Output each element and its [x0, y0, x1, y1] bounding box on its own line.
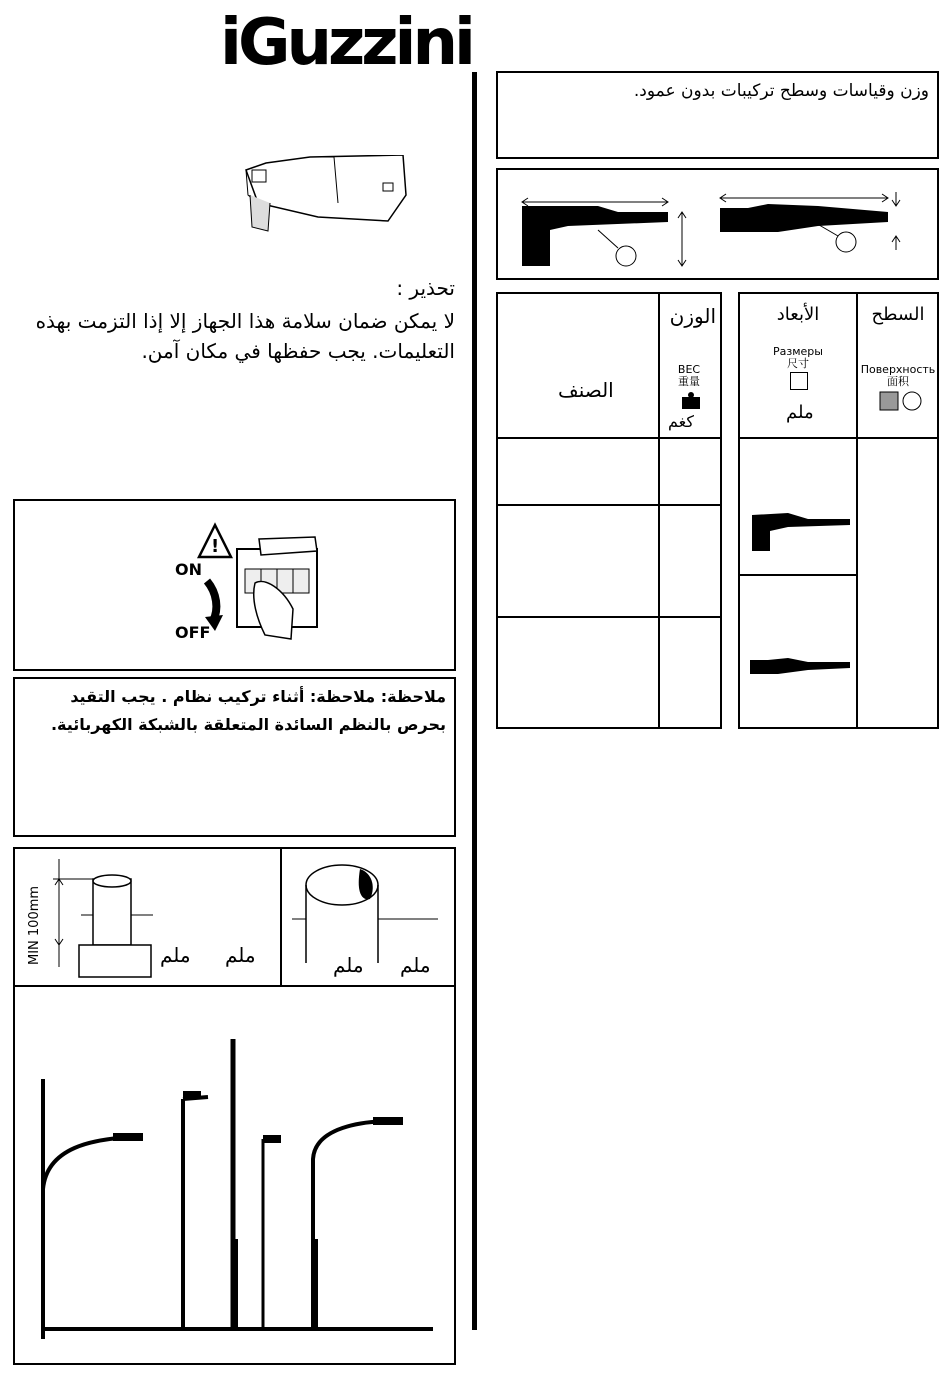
divider [280, 849, 282, 987]
mm-label: ملم [225, 943, 256, 967]
weight-unit: كغم [668, 412, 694, 431]
note-panel [13, 677, 456, 837]
luminaire-illustration [238, 155, 408, 240]
min-length-label: MIN 100mm [27, 885, 42, 965]
weight-icon [680, 390, 702, 410]
column-divider [472, 72, 477, 1330]
spigot-illustration [51, 857, 171, 982]
right-header-box [496, 71, 939, 159]
divider [498, 437, 720, 439]
divider [856, 294, 858, 727]
col-surface-header: السطح [871, 304, 925, 325]
note-text [26, 683, 446, 739]
on-label: ON [175, 560, 202, 579]
spec-table-left [496, 292, 722, 729]
col-type-header: الصنف [558, 378, 614, 402]
surface-icon [878, 390, 928, 412]
warning-line-2: التعليمات. يجب حفظها في مكان آمن. [141, 339, 455, 363]
warning-title: تحذير : [396, 276, 455, 300]
spec-table-right [738, 292, 939, 729]
mm-label: ملم [400, 953, 431, 977]
right-header-text: وزن وقياسات وسطح تركيبات بدون عمود. [633, 81, 929, 101]
note-line-2: بحرص بالنظم السائدة المتعلقة بالشبكة الكهربائية. [50, 715, 446, 734]
col-dims-header: الأبعاد [776, 304, 820, 325]
note-line-1: ملاحظة: ملاحظة: أثناء تركيب نظام . يجب التقيد [70, 687, 446, 706]
weight-icon-label: BEC 重量 [677, 363, 701, 388]
col-weight-header: الوزن [669, 304, 716, 328]
dims-icon-label: Размеры 尺寸 [773, 345, 823, 370]
off-label: OFF [175, 623, 211, 642]
iguzzini-logo: iGuzzini [220, 6, 472, 80]
mm-label: ملم [160, 943, 191, 967]
divider [658, 294, 660, 727]
warning-line-1: لا يمكن ضمان سلامة هذا الجهاز إلا إذا التزمت بهذه [35, 309, 455, 333]
svg-text:!: ! [211, 536, 220, 557]
dimension-diagram [498, 170, 937, 278]
divider [15, 985, 454, 987]
mm-label: ملم [333, 953, 364, 977]
dims-icon [790, 372, 808, 390]
luminaire-flat-profile [748, 652, 852, 680]
warning-body [30, 306, 455, 366]
dims-unit: ملم [786, 402, 814, 423]
installation-scene [33, 1039, 438, 1359]
divider [740, 574, 856, 576]
divider [740, 437, 937, 439]
divider [498, 616, 720, 618]
divider [498, 504, 720, 506]
luminaire-side-profile [748, 509, 852, 557]
switch-off-panel [13, 499, 456, 671]
dimension-diagram-box [496, 168, 939, 280]
surface-icon-label: Поверхность 面积 [860, 363, 936, 388]
pole-fitting-panel [13, 847, 456, 1365]
